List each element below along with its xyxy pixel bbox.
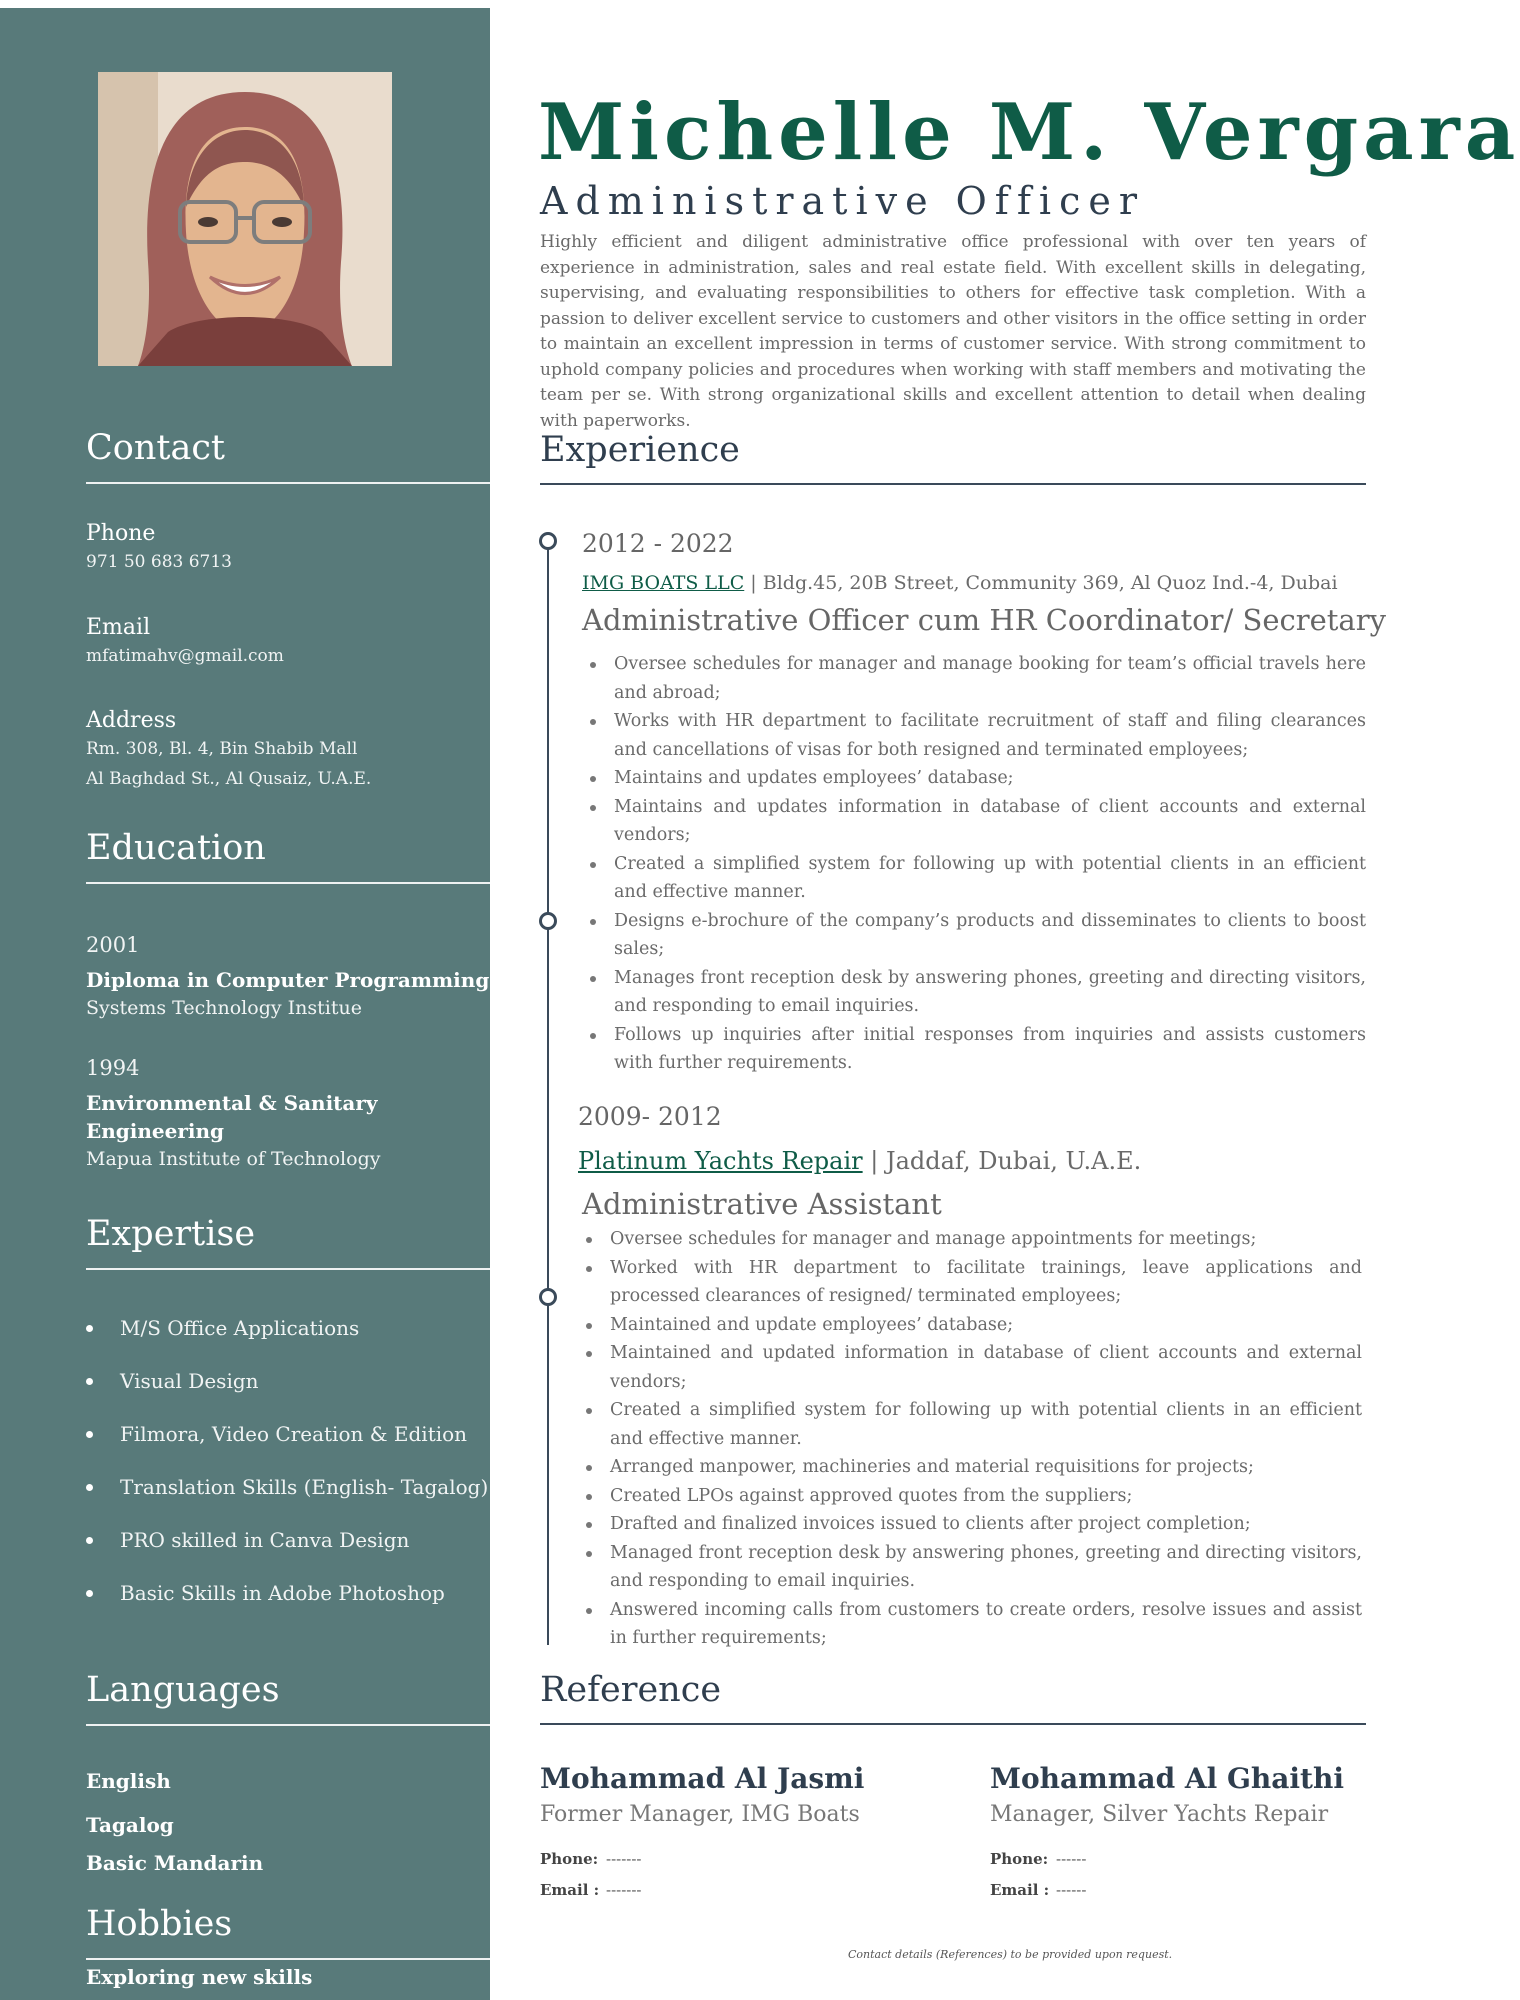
list-item: Drafted and finalized invoices issued to clients after project completion;: [578, 1510, 1362, 1539]
experience-divider: [540, 483, 1366, 485]
candidate-name: Michelle M. Vergara: [538, 87, 1520, 178]
education-section: [86, 826, 490, 884]
reference-phone: [540, 1849, 641, 1869]
contact-address: [86, 708, 490, 794]
list-item: Answered incoming calls from customers to create orders, resolve issues and assist in further requirements;: [578, 1596, 1362, 1653]
reference-phone-label: Phone:: [540, 1850, 599, 1868]
expertise-section: [86, 1212, 490, 1270]
languages-list: [86, 1768, 490, 1878]
email-value[interactable]: mfatimahv@gmail.com: [86, 646, 284, 666]
bullet-icon: [86, 1590, 93, 1597]
address-line-1: Rm. 308, Bl. 4, Bin Shabib Mall: [86, 739, 358, 759]
bullet-icon: [86, 1537, 93, 1544]
education-heading: Education: [86, 828, 266, 868]
reference-phone: [990, 1849, 1086, 1869]
job-company-line: [582, 570, 1338, 596]
list-item: Created a simplified system for following up with potential clients in an efficient and effective manner.: [578, 1396, 1362, 1453]
candidate-role: Administrative Officer: [540, 179, 1146, 223]
skill-label: Translation Skills (English- Tagalog): [120, 1475, 489, 1499]
experience-heading: Experience: [540, 430, 740, 470]
reference-divider: [540, 1723, 1366, 1725]
phone-value[interactable]: 971 50 683 6713: [86, 552, 233, 572]
job-company-line: [578, 1146, 1141, 1176]
contact-phone: [86, 521, 490, 577]
bullet-icon: [86, 1378, 93, 1385]
bullet-icon: [86, 1484, 93, 1491]
hobbies-heading: Hobbies: [86, 1904, 233, 1944]
skill-label: Filmora, Video Creation & Edition: [120, 1422, 468, 1446]
reference-phone-value: ------: [1056, 1850, 1087, 1868]
company-location: | Jaddaf, Dubai, U.A.E.: [862, 1147, 1142, 1175]
skill-label: PRO skilled in Canva Design: [120, 1528, 410, 1552]
skill-label: Visual Design: [120, 1369, 259, 1393]
timeline-line: [547, 545, 549, 1645]
expertise-divider: [86, 1268, 490, 1270]
skill-label: M/S Office Applications: [120, 1316, 360, 1340]
languages-heading: Languages: [86, 1670, 280, 1710]
reference-email-label: Email :: [540, 1881, 600, 1899]
reference-name: Mohammad Al Jasmi: [540, 1762, 865, 1795]
reference-email: [540, 1880, 641, 1900]
list-item: Designs e-brochure of the company’s products and disseminates to clients to boost sales;: [582, 907, 1366, 964]
list-item: Arranged manpower, machineries and material requisitions for projects;: [578, 1453, 1362, 1482]
education-item: [86, 1055, 490, 1173]
company-link[interactable]: Platinum Yachts Repair: [578, 1147, 863, 1175]
education-degree: Diploma in Computer Programming: [86, 968, 490, 992]
education-divider: [86, 882, 490, 884]
job-title: Administrative Officer cum HR Coordinator/ Secretary: [582, 603, 1386, 637]
bullet-icon: [86, 1325, 93, 1332]
hobby-item: Exploring new skills: [86, 1965, 313, 1989]
company-link[interactable]: IMG BOATS LLC: [582, 572, 745, 594]
address-line-2: Al Baghdad St., Al Qusaiz, U.A.E.: [86, 769, 372, 789]
reference-email-value: ------: [1056, 1881, 1087, 1899]
reference-email-label: Email :: [990, 1881, 1050, 1899]
reference-position: Former Manager, IMG Boats: [540, 1802, 860, 1827]
list-item: Worked with HR department to facilitate trainings, leave applications and processed clearances of resigned/ terminated employees;: [578, 1254, 1362, 1311]
list-item: Oversee schedules for manager and manage appointments for meetings;: [578, 1225, 1362, 1254]
reference-name: Mohammad Al Ghaithi: [990, 1762, 1344, 1795]
job-years: 2012 - 2022: [582, 529, 734, 558]
profile-summary: Highly efficient and diligent administrative office professional with over ten years of experience in administration, sales and real estate field. With excellent skills in delegating, supervising, and evaluating responsibilities to others for effective task completion. With a passion to deliver excellent service to customers and other visitors in the office setting in order to maintain an excellent impression in terms of customer service. With strong commitment to uphold company policies and procedures when working with staff members and motivating the team per se. With strong organizational skills and excellent attention to detail when dealing with paperworks.: [540, 232, 1366, 431]
reference-position: Manager, Silver Yachts Repair: [990, 1802, 1329, 1827]
hobbies-list: [86, 1964, 490, 1994]
list-item: Created LPOs against approved quotes from the suppliers;: [578, 1482, 1362, 1511]
languages-section: [86, 1668, 490, 1726]
list-item: Works with HR department to facilitate recruitment of staff and filing clearances and cancellations of visas for both resigned and terminated employees;: [582, 707, 1366, 764]
job-duties: [582, 650, 1366, 1078]
list-item: Maintains and updates employees’ database;: [582, 764, 1366, 793]
hobbies-section: [86, 1902, 490, 1960]
timeline-node-icon: [539, 912, 557, 930]
contact-section: [86, 426, 490, 484]
job-duties: [578, 1225, 1362, 1653]
timeline-node-icon: [539, 1288, 557, 1306]
expertise-list: [86, 1315, 490, 1615]
sidebar: [0, 8, 490, 2000]
list-item: Created a simplified system for following up with potential clients in an efficient and effective manner.: [582, 850, 1366, 907]
contact-email: [86, 615, 490, 671]
bullet-icon: [86, 1431, 93, 1438]
expertise-heading: Expertise: [86, 1214, 256, 1254]
reference-email-value: -------: [606, 1881, 642, 1899]
contact-heading: Contact: [86, 428, 225, 468]
phone-label: Phone: [86, 521, 156, 546]
reference-heading: Reference: [540, 1670, 722, 1710]
list-item: Oversee schedules for manager and manage booking for team’s official travels here and abroad;: [582, 650, 1366, 707]
reference-phone-value: -------: [606, 1850, 642, 1868]
skill-label: Basic Skills in Adobe Photoshop: [120, 1581, 445, 1605]
timeline-node-icon: [539, 532, 557, 550]
profile-photo: [98, 72, 392, 366]
list-item: Follows up inquiries after initial responses from inquiries and assists customers with further requirements.: [582, 1021, 1366, 1078]
reference-phone-label: Phone:: [990, 1850, 1049, 1868]
list-item: Maintains and updates information in database of client accounts and external vendors;: [582, 793, 1366, 850]
language-item: Basic Mandarin: [86, 1851, 264, 1875]
language-item: Tagalog: [86, 1813, 174, 1837]
language-item: English: [86, 1769, 171, 1793]
reference-note: Contact details (References) to be provided upon request.: [848, 1948, 1173, 1961]
education-degree: Environmental & Sanitary Engineering: [86, 1091, 378, 1143]
education-school: Mapua Institute of Technology: [86, 1148, 381, 1170]
languages-divider: [86, 1724, 490, 1726]
list-item: Maintained and updated information in database of client accounts and external vendors;: [578, 1339, 1362, 1396]
email-label: Email: [86, 615, 151, 640]
list-item: Manages front reception desk by answering phones, greeting and directing visitors, and responding to email inquiries.: [582, 964, 1366, 1021]
education-year: 2001: [86, 933, 140, 957]
education-item: [86, 932, 490, 1022]
job-years: 2009- 2012: [578, 1102, 722, 1131]
company-location: | Bldg.45, 20B Street, Community 369, Al Quoz Ind.-4, Dubai: [744, 572, 1338, 594]
education-school: Systems Technology Institue: [86, 997, 362, 1019]
education-year: 1994: [86, 1056, 140, 1080]
contact-divider: [86, 482, 490, 484]
hobbies-divider: [86, 1958, 490, 1960]
job-title: Administrative Assistant: [582, 1187, 942, 1221]
reference-email: [990, 1880, 1086, 1900]
list-item: Managed front reception desk by answering phones, greeting and directing visitors, and responding to email inquiries.: [578, 1539, 1362, 1596]
address-label: Address: [86, 708, 177, 733]
list-item: Maintained and update employees’ database;: [578, 1311, 1362, 1340]
